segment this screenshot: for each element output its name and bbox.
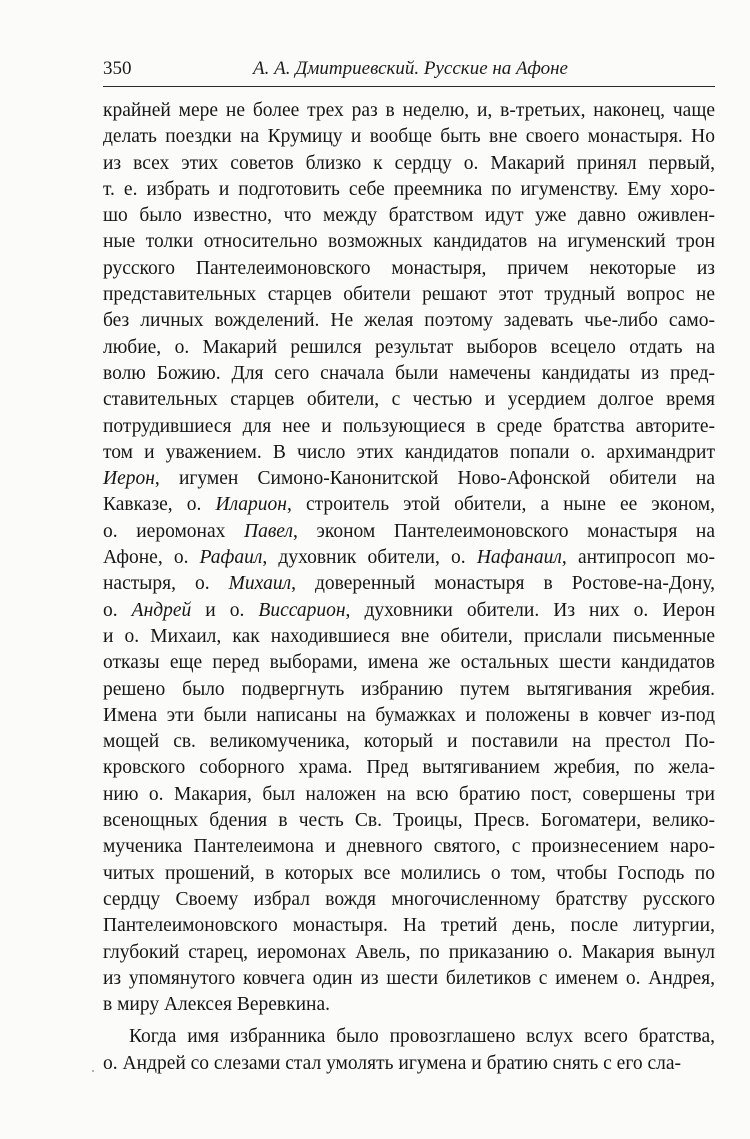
text-line: мученика Пантелеимона и дневного святого, с произнесением наро- [103,836,715,858]
text-line: без личных вожделений. Не желая поэтому задевать чье-либо само- [103,310,715,332]
text-segment: настыря, о. [103,573,229,595]
text-line: ные толки относительно возможных кандидатов на игуменский трон [103,231,715,253]
italic-name: Нафанаил [476,547,562,569]
running-header [103,58,713,88]
italic-name: Михаил [228,573,292,595]
text-line: мощей св. великомученика, который и поставили на престол По- [103,731,715,753]
text-line: читых прошений, в которых все молились о том, чтобы Господь по [103,862,715,884]
text-segment: , духовник обители, о. [262,547,477,569]
text-line: потрудившиеся для нее и пользующиеся в среде братства авторите- [103,415,715,437]
italic-name: Павел [244,520,293,542]
text-line: отказы еще перед выборами, имена же остальных шести кандидатов [103,652,715,674]
text-segment: о. иеромонах [103,520,244,542]
paragraph-1 [103,98,715,1018]
text-line [103,545,715,571]
italic-name: Иерон [103,468,155,490]
print-speck [92,1070,94,1072]
text-line: Имена эти были написаны на бумажках и положены в ковчег из-под [103,704,715,726]
text-line [103,598,715,624]
text-segment: Афоне, о. [103,547,200,569]
text-line: нию о. Макария, был наложен на всю братию пост, совершены три [103,783,715,805]
text-line: решено было подвергнуть избранию путем вытягивания жребия. [103,678,715,700]
text-line: в миру Алексея Веревкина. [103,994,330,1016]
italic-name: Виссарион [258,599,346,621]
text-line [103,492,715,518]
text-line: русского Пантелеимоновского монастыря, причем некоторые из [103,257,715,279]
text-segment: , духовники обители. Из них о. Иерон [345,599,716,621]
text-line: т. е. избрать и подготовить себе преемника по игуменству. Ему хоро- [103,178,715,200]
text-line: крайней мере не более трех раз в неделю, и, в-третьих, наконец, чаще [103,100,715,121]
text-line: из всех этих советов близко к сердцу о. Макарий принял первый, [103,152,715,174]
text-line: ставительных старцев обители, с честью и усердием долгое время [103,389,715,411]
header-rule [103,86,715,87]
text-line: о. Андрей со слезами стал умолять игумена и братию снять с его сла- [103,1052,682,1074]
text-line: сердцу Своему избрал вождя многочисленному братству русского [103,888,715,910]
text-line [103,466,715,492]
italic-name: Андрей [131,599,192,621]
text-segment: , строитель этой обители, а ныне ее эконом, [286,494,715,516]
text-segment: и о. [191,599,259,621]
text-line [103,571,715,597]
text-line: глубокий старец, иеромонах Авель, по приказанию о. Макария вынул [103,941,715,963]
text-line [103,519,715,545]
text-line: кровского соборного храма. Пред вытягиванием жребия, по жела- [103,757,715,779]
text-segment: о. [103,599,132,621]
text-line: волю Божию. Для сего сначала были намечены кандидаты из пред- [103,362,715,384]
text-segment: , эконом Пантелеимоновского монастыря на [292,520,716,542]
text-line: делать поездки на Крумицу и вообще быть вне своего монастыря. Но [103,126,715,148]
text-line: шо было известно, что между братством идут уже давно оживлен- [103,205,715,227]
text-line: из упомянутого ковчега один из шести билетиков с именем о. Андрея, [103,967,715,989]
text-line: представительных старцев обители решают этот трудный вопрос не [103,284,715,306]
text-segment: , игумен Симоно-Канонитской Ново-Афонской обители на [154,468,715,490]
page-number: 350 [103,58,132,79]
running-title: А. А. Дмитриевский. Русские на Афоне [253,58,568,79]
text-line: Когда имя избранника было провозглашено вслух всего братства, [129,1026,715,1048]
text-segment: , доверенный монастыря в Ростове-на-Дону, [291,573,715,595]
text-line: всенощных бдения в честь Св. Троицы, Пресв. Богоматери, велико- [103,810,715,832]
italic-name: Рафаил [199,547,263,569]
text-segment: , антипросоп мо- [561,547,715,569]
text-line: том и уважением. В число этих кандидатов попали о. архимандрит [103,441,715,463]
text-segment: Кавказе, о. [103,494,216,516]
body-text [103,98,715,1077]
italic-name: Иларион [215,494,287,516]
paragraph-2 [103,1024,715,1077]
text-line: Пантелеимоновского монастыря. На третий день, после литургии, [103,915,715,937]
text-line: любие, о. Макарий решился результат выборов всецело отдать на [103,336,715,358]
text-line: и о. Михаил, как находившиеся вне обители, прислали письменные [103,625,715,647]
